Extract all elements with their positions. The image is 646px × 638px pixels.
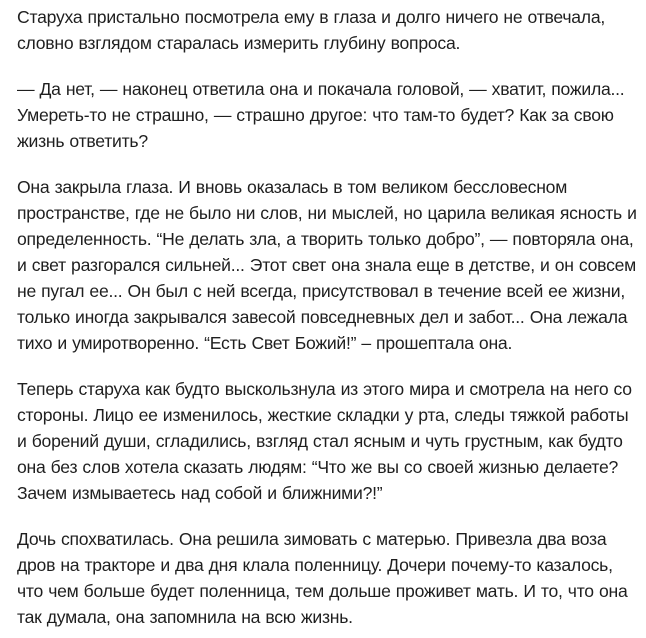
paragraph-1: Старуха пристально посмотрела ему в глаза и долго ничего не отвечала, словно взглядом старалась измерить глубину вопроса. — [17, 7, 605, 53]
paragraph-3: Она закрыла глаза. И вновь оказалась в том великом бессловесном пространстве, где не было ни слов, ни мыслей, но царила великая ясность и определенность. “Не делать зла, а творить только добро”, — повторяла она, и свет разгорался сильней... Этот свет она знала еще в детстве, и он совсем не пугал ее... Он был с ней всегда, присутствовал в течение всей ее жизни, только иногда закрывался завесой повседневных дел и забот... Она лежала тихо и умиротворенно. “Есть Свет Божий!” – прошептала она. — [17, 177, 637, 353]
paragraph-4: Теперь старуха как будто выскользнула из этого мира и смотрела на него со стороны. Лицо ее изменилось, жесткие складки у рта, следы тяжкой работы и борений души, сгладились, взгляд стал ясным и чуть грустным, как будто она без слов хотела сказать людям: “Что же вы со своей жизнью делаете? Зачем измываетесь над собой и ближними?!” — [17, 379, 632, 503]
paragraph-2: — Да нет, — наконец ответила она и покачала головой, — хватит, пожила... Умереть-то не страшно, — страшно другое: что там-то будет? Как за свою жизнь ответить? — [17, 79, 625, 151]
paragraph-5: Дочь спохватилась. Она решила зимовать с матерью. Привезла два воза дров на тракторе и два дня клала поленницу. Дочери почему-то казалось, что чем больше будет поленница, тем дольше проживет мать. И то, что она так думала, она запомнила на всю жизнь. — [17, 529, 628, 627]
